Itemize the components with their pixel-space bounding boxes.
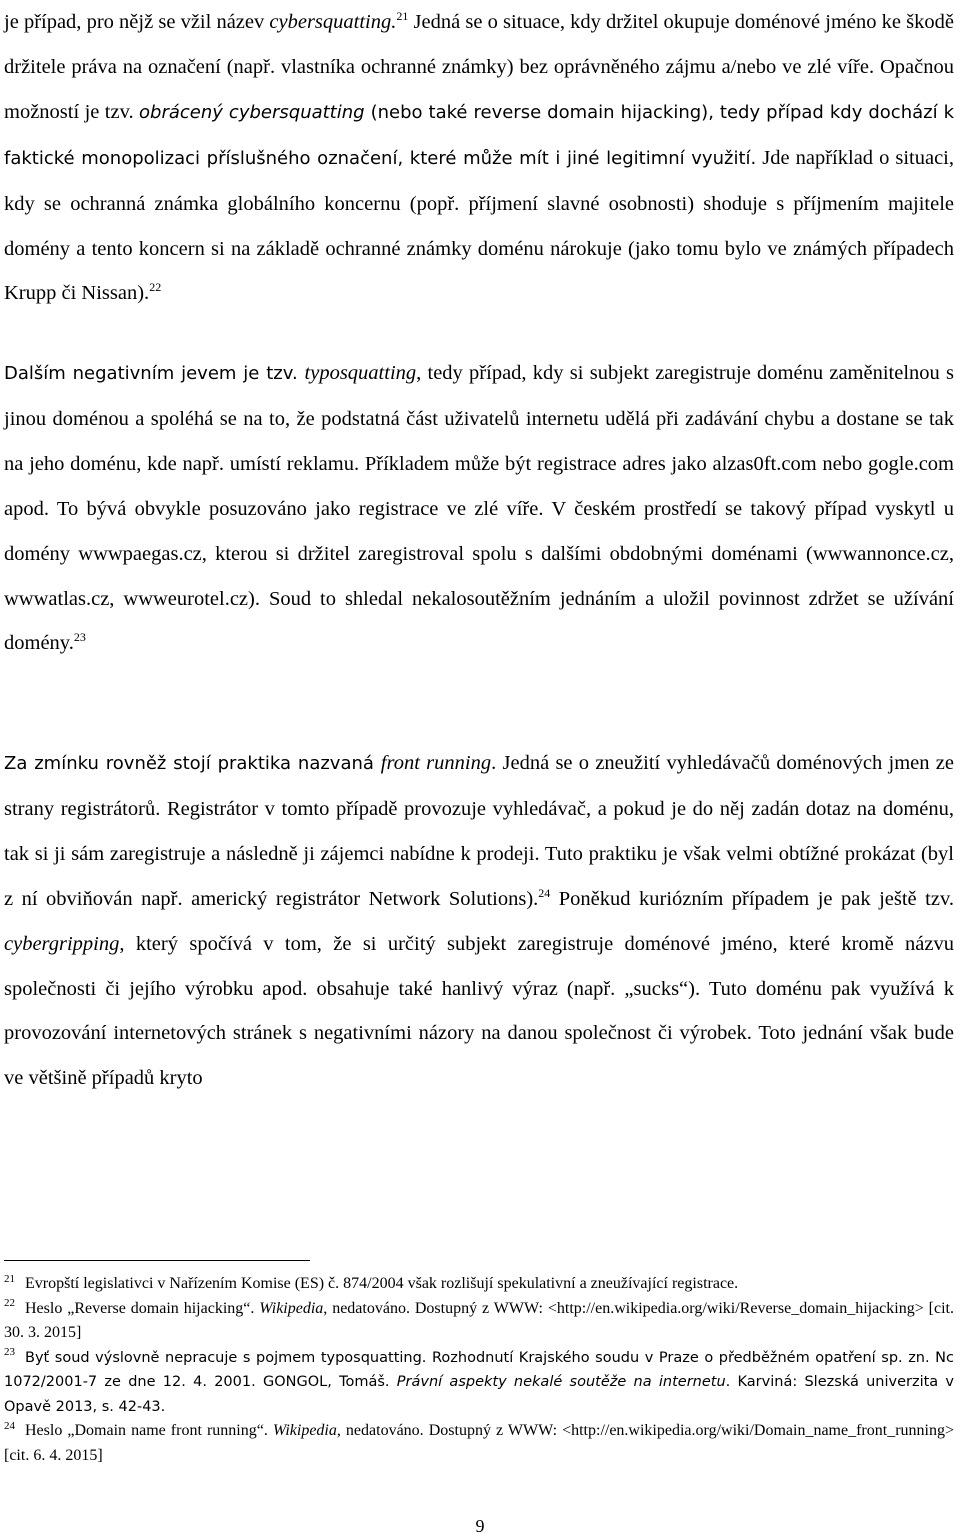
paragraph-text: , který spočívá v tom, že si určitý subjekt zaregistruje doménové jméno, které kromě názvu společnosti či jejího výrobku apod. obsahuje také hanlivý výraz (např. „sucks“). Tuto doménu pak využívá k provozování internetových stránek s negativními názory na danou společnost či výrobek. Toto jednání však bude ve většině případů kryto: [4, 932, 954, 1090]
paragraph-text: Za zmínku rovněž stojí praktika nazvaná: [4, 753, 381, 774]
paragraph-text: Dalším negativním jevem je tzv.: [4, 363, 305, 384]
footnote-number: 23: [4, 1346, 15, 1359]
page-number: 9: [475, 1516, 485, 1536]
footnote-separator: [4, 1260, 310, 1261]
paragraph-text: je případ, pro nějž se vžil název: [4, 11, 270, 33]
footnote-text: Heslo „Reverse domain hijacking“.: [25, 1299, 260, 1317]
body-paragraph-1: [4, 0, 954, 316]
footnote-ref-24[interactable]: 24: [538, 885, 551, 900]
footnote-source-title: Wikipedia: [272, 1422, 337, 1439]
footnote-text[interactable]: , nedatováno. Dostupný z WWW: <http://en.wikipedia.org/wiki/Domain_name_front_running> [cit. 6. 4. 2015]: [4, 1422, 954, 1464]
paragraph-text: Jde například o situaci, kdy se ochranná známka globálního koncernu (popř. příjmení slavné osobnosti) shoduje s příjmením majitele domény a tento koncern si na základě ochranné známky doménu nárokuje (jako tomu bylo ve známých případech Krupp či Nissan).: [4, 146, 955, 305]
term-front-running: front running: [380, 752, 492, 774]
footnote-text: Byť soud výslovně nepracuje s pojmem typosquatting. Rozhodnutí Krajského soudu v Praze o předběžném opatření sp. zn. Nc 1072/2001-7 ze dne 12. 4. 2001. GONGOL, Tomáš.: [4, 1349, 954, 1390]
footnote-22: [4, 1297, 954, 1346]
paragraph-text: Poněkud kuriózním případem je pak ještě tzv.: [550, 887, 954, 910]
term-cybersquatting: cybersquatting.: [269, 11, 397, 33]
footnote-number: 24: [4, 1419, 15, 1432]
body-paragraph-3: [4, 741, 954, 1101]
footnote-text: Heslo „Domain name front running“.: [25, 1422, 273, 1439]
term-cybergripping: cybergripping: [4, 932, 120, 955]
body-paragraph-2: [4, 351, 954, 666]
footnote-24: [4, 1419, 954, 1468]
footnote-number: 22: [4, 1297, 15, 1310]
footnote-ref-21[interactable]: 21: [396, 9, 409, 24]
footnotes: [4, 1272, 954, 1468]
footnote-source-title: Wikipedia: [259, 1299, 324, 1317]
footnote-23: [4, 1346, 954, 1420]
footnote-21: [4, 1272, 954, 1297]
footnote-number: 21: [4, 1272, 15, 1285]
paragraph-text: (nebo také reverse domain hijacking), tedy případ kdy dochází k faktické monopolizaci příslušného označení, které může mít i jiné legitimní využití.: [4, 101, 955, 169]
footnote-text[interactable]: , nedatováno. Dostupný z WWW: <http://en.wikipedia.org/wiki/Reverse_domain_hijacking> [cit. 30. 3. 2015]: [4, 1299, 955, 1341]
paragraph-text: , tedy případ, kdy si subjekt zaregistruje doménu zaměnitelnou s jinou doménou a spoléhá se na to, že podstatná část uživatelů internetu udělá při zadávání chybu a dostane se tak na jeho doménu, kde např. umístí reklamu. Příkladem může být registrace adres jako alzas0ft.com nebo gogle.com apod. To bývá obvykle posuzováno jako registrace ve zlé víře. V českém prostředí se takový případ vyskytl u domény wwwpaegas.cz, kterou si držitel zaregistroval spolu s dalšími obdobnými doménami (wwwannonce.cz, wwwatlas.cz, wwweurotel.cz). Soud to shledal nekalosoutěžním jednáním a uložil povinnost zdržet se užívání domény.: [4, 362, 955, 655]
term-typosquatting: typosquatting: [304, 362, 417, 384]
footnote-text: . Karviná: Slezská univerzita v Opavě 2013, s. 42-43.: [4, 1374, 955, 1415]
term-reverse-cybersquatting: obrácený cybersquatting: [139, 101, 365, 123]
paragraph-text: Jedná se o situace, kdy držitel okupuje doménové jméno ke škodě držitele práva na označení (např. vlastníka ochranné známky) bez oprávněného zájmu a/nebo ve zlé víře. Opačnou možností je tzv.: [4, 11, 954, 123]
footnote-source-title: Právní aspekty nekalé soutěže na internetu: [396, 1374, 726, 1390]
footnote-text: Evropští legislativci v Nařízením Komise (ES) č. 874/2004 však rozlišují spekulativní a zneužívající registrace.: [25, 1275, 739, 1292]
footnote-ref-23[interactable]: 23: [73, 630, 86, 645]
footnote-ref-22[interactable]: 22: [149, 280, 162, 295]
paragraph-text: . Jedná se o zneužití vyhledávačů doménových jmen ze strany registrátorů. Registrátor v tomto případě provozuje vyhledávač, a pokud je do něj zadán dotaz na doménu, tak si ji sám zaregistruje a následně ji zájemci nabídne k prodeji. Tuto praktiku je však velmi obtížné prokázat (byl z ní obviňován např. americký registrátor Network Solutions).: [4, 752, 954, 910]
